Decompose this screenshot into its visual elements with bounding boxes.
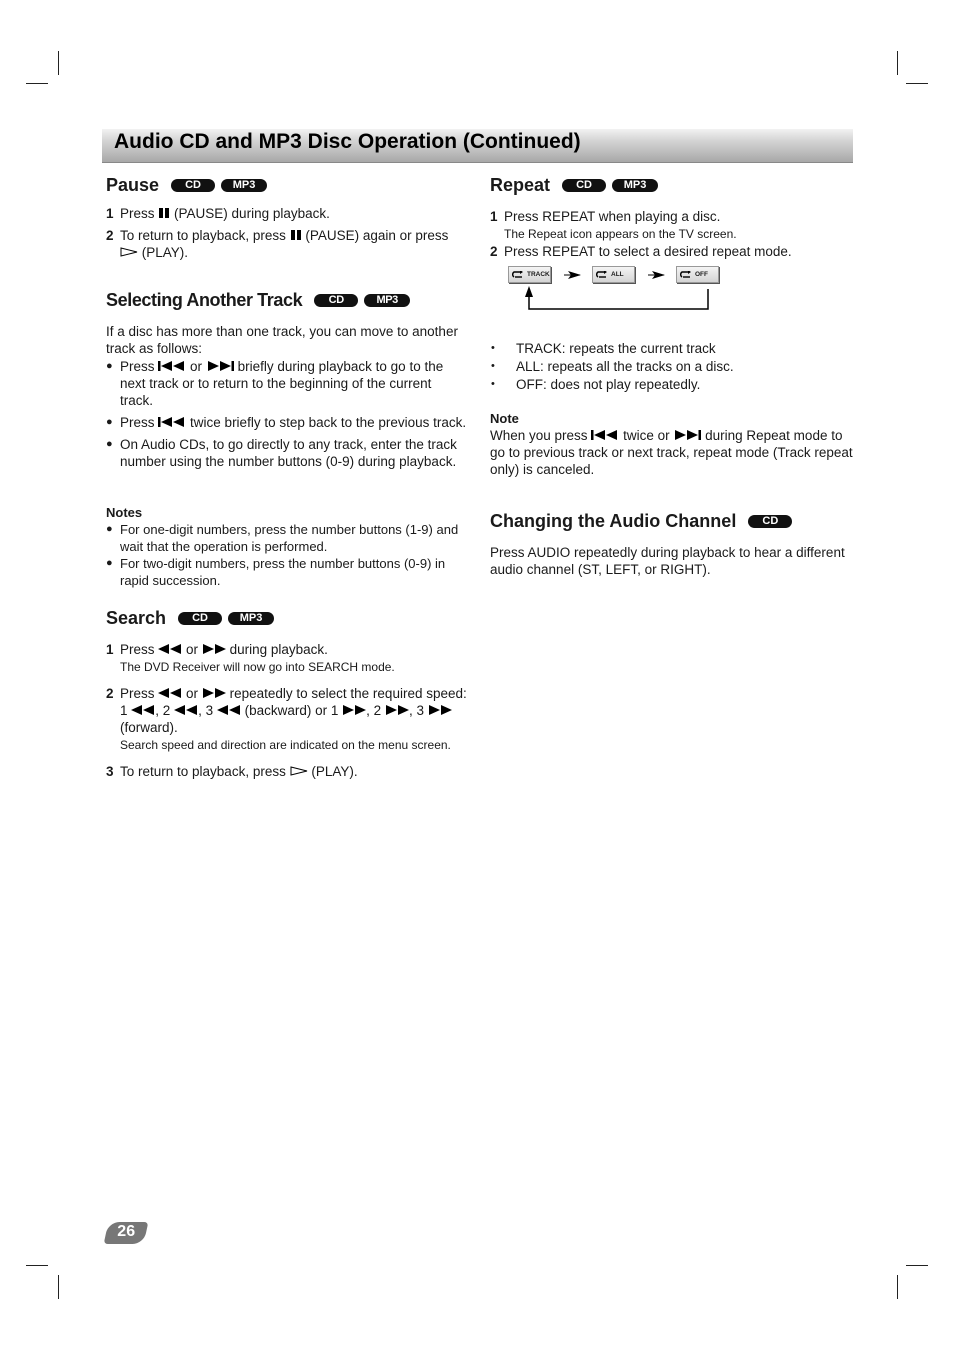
crop-mark xyxy=(906,83,928,84)
rewind-icon xyxy=(217,705,241,715)
repeat-icon xyxy=(596,271,608,279)
cd-badge: CD xyxy=(748,515,792,528)
selecting-section xyxy=(106,285,468,589)
cd-badge: CD xyxy=(314,294,358,307)
mp3-badge: MP3 xyxy=(221,179,267,192)
crop-mark xyxy=(26,83,48,84)
fast-forward-icon xyxy=(428,705,452,715)
repeat-section xyxy=(490,170,856,478)
repeat-track-box: TRACK xyxy=(508,266,551,283)
notes-heading: Notes xyxy=(106,505,143,520)
loop-back-arrow xyxy=(522,286,712,312)
skip-forward-icon xyxy=(673,430,701,440)
crop-mark xyxy=(897,51,898,75)
pause-icon xyxy=(290,230,302,240)
audio-channel-section xyxy=(490,506,856,578)
crop-mark xyxy=(26,1265,48,1266)
arrow-right-icon xyxy=(564,270,582,280)
repeat-heading: Repeat CD MP3 xyxy=(490,170,856,200)
repeat-icon xyxy=(512,271,524,279)
fast-forward-icon xyxy=(342,705,366,715)
mp3-badge: MP3 xyxy=(228,612,274,625)
rewind-icon xyxy=(174,705,198,715)
skip-back-icon xyxy=(591,430,619,440)
pause-section xyxy=(106,170,468,261)
skip-forward-icon xyxy=(206,361,234,371)
repeat-mode-diagram xyxy=(508,266,848,326)
note-1: ● For one-digit numbers, press the number buttons (1-9) and wait that the operation is performed. xyxy=(106,522,459,554)
crop-mark xyxy=(897,1275,898,1299)
mp3-badge: MP3 xyxy=(612,179,658,192)
rewind-icon xyxy=(158,688,182,698)
pause-heading: Pause CD MP3 xyxy=(106,170,468,200)
search-section xyxy=(106,603,468,780)
selecting-bullet-1: ● Press or briefly during playback to go to the next track or to return to the beginning of the current track. xyxy=(106,359,444,408)
pause-icon xyxy=(158,208,170,218)
rewind-icon xyxy=(131,705,155,715)
page-number-badge xyxy=(104,1222,149,1244)
fast-forward-icon xyxy=(202,688,226,698)
fast-forward-icon xyxy=(202,644,226,654)
crop-mark xyxy=(58,51,59,75)
repeat-bullet-off: • OFF: does not play repeatedly. xyxy=(491,377,701,392)
cd-badge: CD xyxy=(178,612,222,625)
repeat-bullet-all: • ALL: repeats all the tracks on a disc. xyxy=(491,359,734,374)
title-bar xyxy=(102,129,853,163)
audio-channel-heading: Changing the Audio Channel CD xyxy=(490,506,856,536)
repeat-step-2: 2 Press REPEAT to select a desired repeat mode. xyxy=(490,244,792,259)
right-column xyxy=(490,170,856,578)
note-2: ● For two-digit numbers, press the number buttons (0-9) in rapid succession. xyxy=(106,556,446,588)
crop-mark xyxy=(58,1275,59,1299)
page-number: 26 xyxy=(117,1223,136,1240)
page-title: Audio CD and MP3 Disc Operation (Continued) xyxy=(114,130,581,153)
left-column xyxy=(106,170,468,780)
search-step-1: 1 Press or during playback. The DVD Receiver will now go into SEARCH mode. xyxy=(106,642,395,674)
repeat-note-heading: Note xyxy=(490,411,519,426)
repeat-icon xyxy=(680,271,692,279)
mp3-badge: MP3 xyxy=(364,294,410,307)
selecting-heading: Selecting Another Track CD MP3 xyxy=(106,285,468,315)
cd-badge: CD xyxy=(562,179,606,192)
play-icon xyxy=(120,247,138,257)
fast-forward-icon xyxy=(385,705,409,715)
repeat-off-box: OFF xyxy=(676,266,719,283)
search-step-2: 2 Press or repeatedly to select the required speed: 1 , 2 , 3 (backward) or 1 , 2 , 3 (forward). Search speed and direction are indicated on the menu screen. xyxy=(106,686,467,752)
repeat-all-box: ALL xyxy=(592,266,635,283)
rewind-icon xyxy=(158,644,182,654)
selecting-intro: If a disc has more than one track, you can move to another track as follows: xyxy=(106,324,458,356)
skip-back-icon xyxy=(158,417,186,427)
crop-mark xyxy=(906,1265,928,1266)
skip-back-icon xyxy=(158,361,186,371)
cd-badge: CD xyxy=(171,179,215,192)
pause-step-1: 1 Press (PAUSE) during playback. xyxy=(106,206,330,221)
play-icon xyxy=(290,766,308,776)
audio-channel-text: Press AUDIO repeatedly during playback to hear a different audio channel (ST, LEFT, or RIGHT). xyxy=(490,545,845,577)
search-step-3: 3 To return to playback, press (PLAY). xyxy=(106,764,358,779)
repeat-bullet-track: • TRACK: repeats the current track xyxy=(491,341,716,356)
repeat-note-text: When you press twice or during Repeat mode to go to previous track or next track, repeat mode (Track repeat only) is canceled. xyxy=(490,428,853,477)
selecting-bullet-3: ● On Audio CDs, to go directly to any track, enter the track number using the number buttons (0-9) during playback. xyxy=(106,437,457,469)
search-heading: Search CD MP3 xyxy=(106,603,468,633)
arrow-right-icon xyxy=(648,270,666,280)
repeat-step-1: 1 Press REPEAT when playing a disc. The Repeat icon appears on the TV screen. xyxy=(490,209,737,241)
selecting-bullet-2: ● Press twice briefly to step back to the previous track. xyxy=(106,415,467,430)
pause-step-2: 2 To return to playback, press (PAUSE) again or press (PLAY). xyxy=(106,228,449,260)
